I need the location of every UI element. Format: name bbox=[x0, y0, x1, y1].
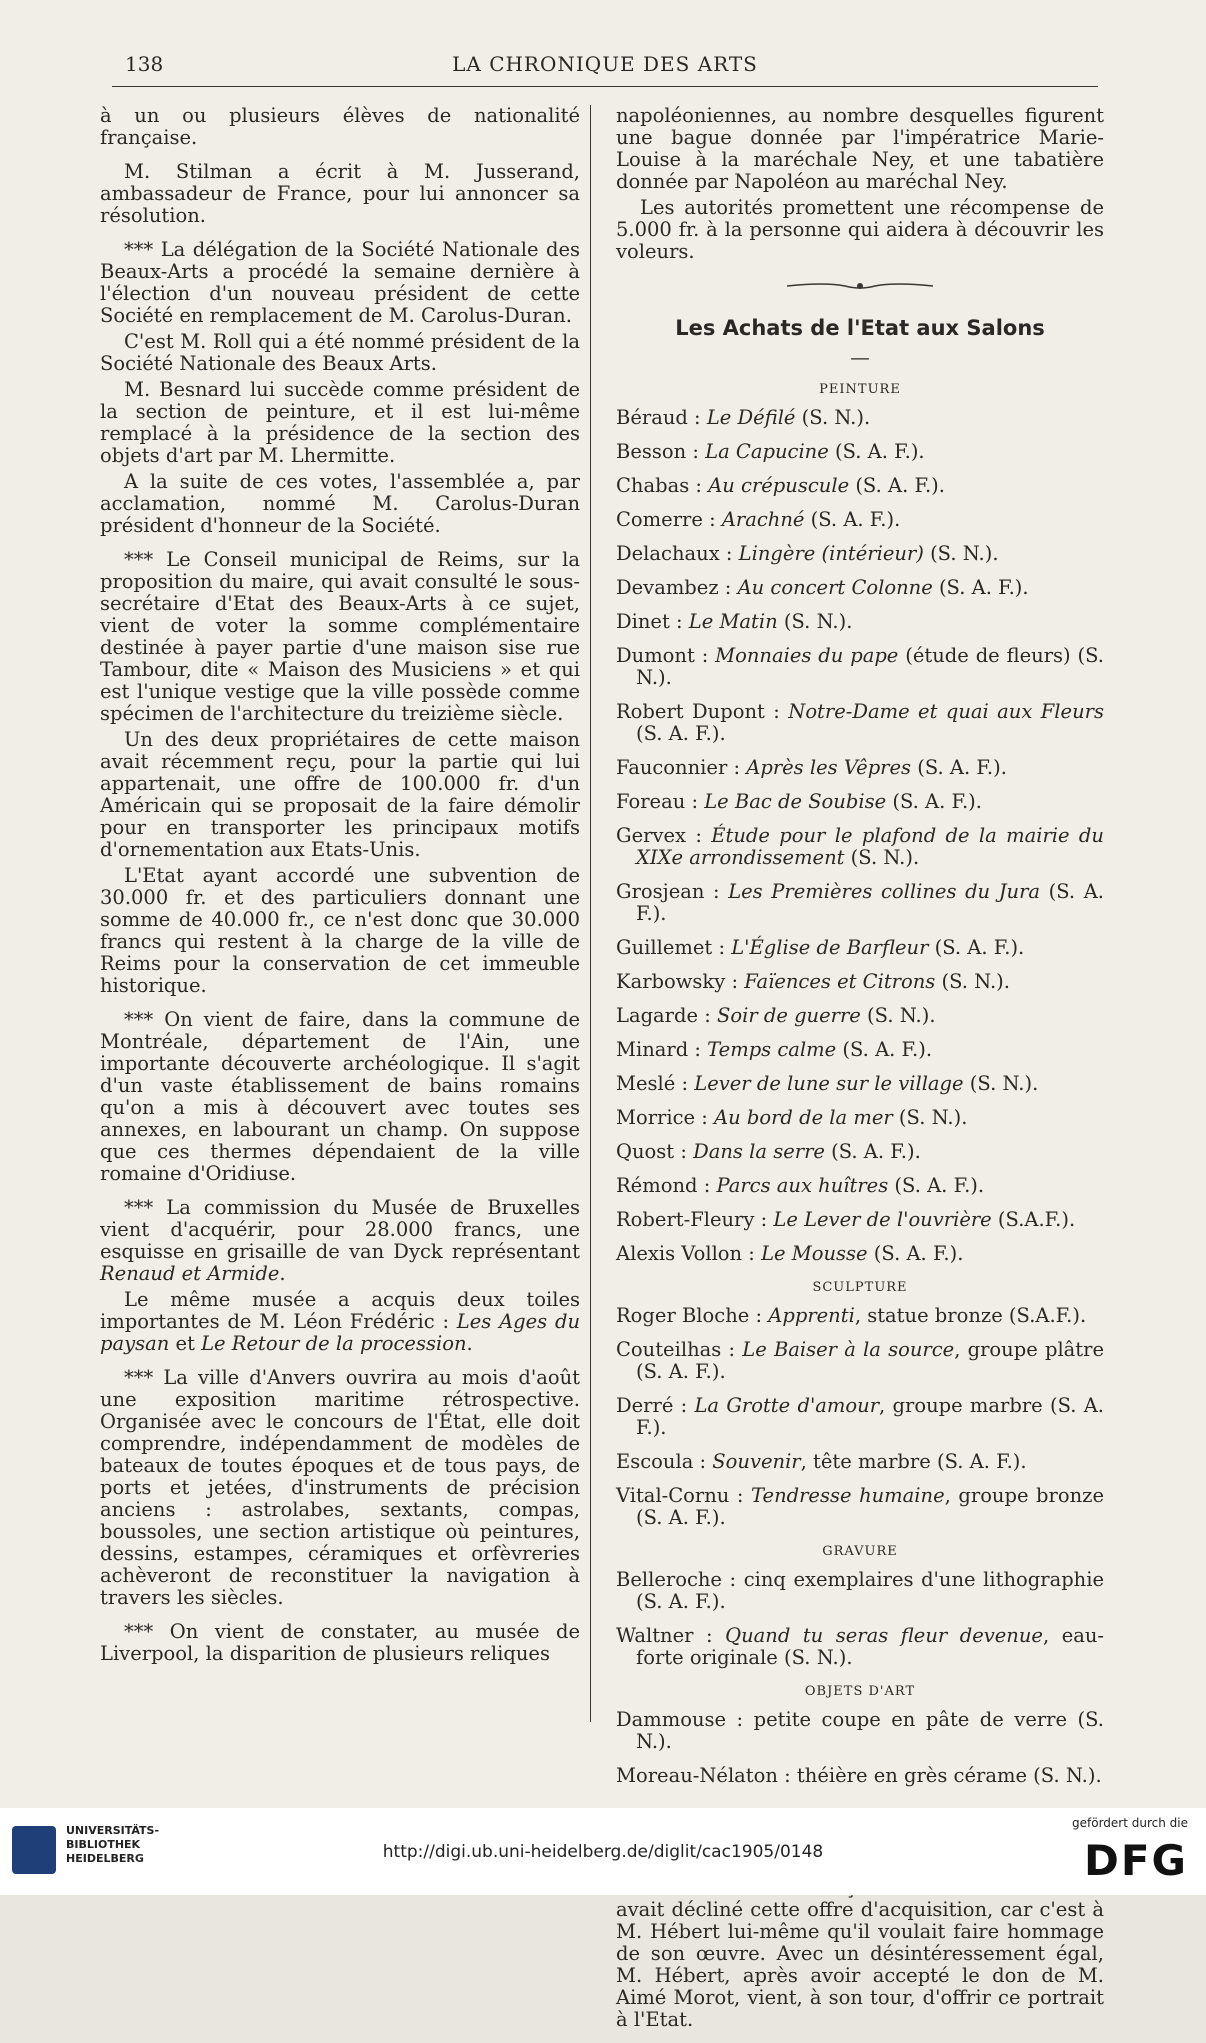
text-run: . bbox=[279, 1262, 286, 1285]
column-rule bbox=[590, 105, 591, 1722]
category-heading: OBJETS D'ART bbox=[804, 1684, 916, 1699]
work-title: Le Mousse bbox=[761, 1242, 868, 1265]
work-title: La Grotte d'amour bbox=[694, 1394, 880, 1417]
artist-name: Morrice : bbox=[616, 1106, 715, 1129]
work-title: La Capucine bbox=[705, 440, 829, 463]
acquisition-entry bbox=[616, 1141, 1104, 1163]
work-details: petite coupe en pâte de verre (S. N.). bbox=[636, 1708, 1104, 1753]
acquisition-entry bbox=[616, 937, 1104, 959]
work-details: (S. N.). bbox=[935, 970, 1010, 993]
work-details: (S. A. F.). bbox=[932, 576, 1029, 599]
work-title: Le Baiser à la source bbox=[742, 1338, 955, 1361]
running-title: LA CHRONIQUE DES ARTS bbox=[452, 52, 758, 76]
work-details: (S. A. F.). bbox=[636, 722, 726, 745]
artist-name: Waltner : bbox=[616, 1624, 726, 1647]
work-details: (S. N.). bbox=[860, 1004, 936, 1027]
work-title: Au bord de la mer bbox=[714, 1106, 893, 1129]
artist-name: Foreau : bbox=[616, 790, 705, 813]
artist-name: Minard : bbox=[616, 1038, 708, 1061]
paragraph: *** La ville d'Anvers ouvrira au mois d'août une exposition maritime rétrospective. Organisée avec le concours de l'État, elle doit comprendre, indépendamment de modèles de bateaux de toutes époques et de tous pays, de ports et jetées, d'instruments de précision anciens : astrolabes, sextants, compas, boussoles, une section artistique où peintures, dessins, estampes, céramiques et orfèvreries achèveront de reconstituer la navigation à travers les siècles. bbox=[100, 1366, 580, 1609]
work-title: Dans la serre bbox=[693, 1140, 825, 1163]
work-title: Lever de lune sur le village bbox=[694, 1072, 964, 1095]
work-title: Le Lever de l'ouvrière bbox=[773, 1208, 992, 1231]
paragraph: A la suite de ces votes, l'assemblée a, par acclamation, nommé M. Carolus-Duran président d'honneur de la Société. bbox=[100, 470, 580, 537]
work-title: Parcs aux huîtres bbox=[716, 1174, 889, 1197]
work-title: Après les Vêpres bbox=[746, 756, 912, 779]
artwork-title: Les Ages du paysan bbox=[100, 1310, 581, 1355]
work-title: Arachné bbox=[721, 508, 805, 531]
work-details: (S. A. F.). bbox=[888, 1174, 985, 1197]
left-column bbox=[100, 105, 580, 1677]
sculpture-list bbox=[616, 1305, 1104, 1529]
paragraph: *** On vient de faire, dans la commune de Montréale, département de l'Ain, une importante découverte archéologique. Il s'agit d'un vaste établissement de bains romains qu'on a mis à découvert avec toutes ses annexes, en labourant un champ. On suppose que ces thermes dépendaient de la ville romaine d'Oridiuse. bbox=[100, 1008, 580, 1185]
work-title: Faïences et Citrons bbox=[744, 970, 936, 993]
acquisition-entry bbox=[616, 791, 1104, 813]
work-title: Soir de guerre bbox=[717, 1004, 861, 1027]
artist-name: Fauconnier : bbox=[616, 756, 747, 779]
paragraph: *** Le Conseil municipal de Reims, sur la proposition du maire, qui avait consulté le sous-secrétaire d'Etat des Beaux-Arts à ce sujet, vient de voter la somme complémentaire destinée à payer partie d'une maison sise rue Tambour, dite « Maison des Musiciens » et qui est l'unique vestige que la ville possède comme spécimen de l'architecture du treizième siècle. bbox=[100, 548, 580, 725]
artist-name: Chabas : bbox=[616, 474, 709, 497]
text-run: et bbox=[169, 1332, 202, 1355]
work-details: (S. N.). bbox=[777, 610, 853, 633]
page-number: 138 bbox=[125, 52, 164, 76]
paragraph: M. Stilman a écrit à M. Jusserand, ambassadeur de France, pour lui annoncer sa résolution. bbox=[100, 160, 580, 227]
text-run: . bbox=[466, 1332, 473, 1355]
paragraph: avait décliné cette offre d'acquisition, car c'est à M. Hébert lui-même qu'il voulait faire hommage de son œuvre. Avec un désintéressement égal, M. Hébert, après avoir accepté le don de M. Aimé Morot, vient, à son tour, d'offrir ce portrait à l'Etat. bbox=[616, 1898, 1104, 2031]
artist-name: Rémond : bbox=[616, 1174, 717, 1197]
work-title: L'Église de Barfleur bbox=[731, 936, 929, 959]
artist-name: Grosjean : bbox=[616, 880, 729, 903]
acquisition-entry bbox=[616, 1073, 1104, 1095]
work-title: Au crépuscule bbox=[708, 474, 850, 497]
work-details: , groupe plâtre (S. A. F.). bbox=[636, 1338, 1105, 1383]
artist-name: Robert-Fleury : bbox=[616, 1208, 774, 1231]
work-title: Étude pour le plafond de la mairie du XIXe arrondissement bbox=[636, 824, 1104, 869]
work-details: (S. A. F.). bbox=[836, 1038, 933, 1061]
work-details: (S. N.). bbox=[923, 542, 999, 565]
paragraph: L'Etat ayant accordé une subvention de 30.000 fr. et des particuliers donnant une somme de 40.000 fr., ce n'est donc que 30.000 francs qui restent à la charge de la ville de Reims pour la conservation de cet immeuble historique. bbox=[100, 864, 580, 997]
work-details: cinq exemplaires d'une lithographie (S. A. F.). bbox=[636, 1568, 1105, 1613]
work-title: Notre-Dame et quai aux Fleurs bbox=[788, 700, 1104, 723]
work-details: (S. A. F.). bbox=[849, 474, 945, 497]
work-details: (S. A. F.). bbox=[828, 440, 925, 463]
work-title: Au concert Colonne bbox=[737, 576, 933, 599]
acquisition-entry bbox=[616, 543, 1104, 565]
work-details: , statue bronze (S.A.F.). bbox=[854, 1304, 1087, 1327]
paragraph: *** On vient de constater, au musée de Liverpool, la disparition de plusieurs reliques bbox=[100, 1620, 580, 1665]
acquisition-entry bbox=[616, 1005, 1104, 1027]
flourish-icon bbox=[785, 280, 935, 292]
paragraph: M. Besnard lui succède comme président de la section de peinture, et il est lui-même remplacé à la présidence de la section des objets d'art par M. Lhermitte. bbox=[100, 378, 580, 467]
work-details: (S. A. F.). bbox=[928, 936, 1025, 959]
acquisition-entry bbox=[616, 475, 1104, 497]
work-title: Quand tu seras fleur devenue bbox=[725, 1624, 1043, 1647]
source-url[interactable]: http://digi.ub.uni-heidelberg.de/diglit/cac1905/0148 bbox=[382, 1842, 824, 1862]
acquisition-entry bbox=[616, 1107, 1104, 1129]
category-heading: PEINTURE bbox=[819, 382, 901, 397]
acquisition-entry bbox=[616, 1569, 1104, 1613]
acquisition-entry bbox=[616, 1485, 1104, 1529]
category-heading: GRAVURE bbox=[822, 1544, 898, 1559]
work-details: (S. N.). bbox=[963, 1072, 1039, 1095]
work-details: (S. A. F.). bbox=[804, 508, 901, 531]
work-title: Souvenir bbox=[712, 1450, 801, 1473]
acquisition-entry bbox=[616, 577, 1104, 599]
dfg-logo: DFG bbox=[1083, 1836, 1188, 1885]
acquisition-entry bbox=[616, 1209, 1104, 1231]
artist-name: Lagarde : bbox=[616, 1004, 717, 1027]
work-details: , eau-forte originale (S. N.). bbox=[636, 1624, 1105, 1669]
artist-name: Comerre : bbox=[616, 508, 722, 531]
work-details: (S. N.). bbox=[795, 406, 871, 429]
acquisition-entry bbox=[616, 1039, 1104, 1061]
text-run: *** La commission du Musée de Bruxelles vient d'acquérir, pour 28.000 francs, une esquisse en grisaille de van Dyck représentant bbox=[100, 1196, 580, 1263]
acquisition-entry bbox=[616, 407, 1104, 429]
digitization-footer bbox=[0, 1808, 1206, 1895]
acquisition-entry bbox=[616, 825, 1104, 869]
work-title: Temps calme bbox=[707, 1038, 837, 1061]
peinture-list bbox=[616, 407, 1104, 1265]
work-title: Les Premières collines du Jura bbox=[728, 880, 1041, 903]
acquisition-entry bbox=[616, 971, 1104, 993]
objets-list bbox=[616, 1709, 1104, 1787]
artist-name: Derré : bbox=[616, 1394, 695, 1417]
acquisition-entry bbox=[616, 441, 1104, 463]
acquisition-entry bbox=[616, 1339, 1104, 1383]
work-title: Lingère (intérieur) bbox=[738, 542, 924, 565]
artwork-title: Le Retour de la procession bbox=[201, 1332, 467, 1355]
artist-name: Belleroche : bbox=[616, 1568, 744, 1591]
artist-name: Quost : bbox=[616, 1140, 694, 1163]
artist-name: Gervex : bbox=[616, 824, 712, 847]
work-details: (S. A. F.). bbox=[911, 756, 1007, 779]
work-title: Le Matin bbox=[688, 610, 778, 633]
work-details: théière en grès cérame (S. N.). bbox=[796, 1764, 1102, 1787]
work-details: , groupe marbre (S. A. F.). bbox=[636, 1394, 1105, 1439]
paragraph bbox=[100, 1289, 580, 1355]
work-details: (S. N.). bbox=[844, 846, 920, 869]
acquisition-entry bbox=[616, 611, 1104, 633]
acquisition-entry bbox=[616, 1243, 1104, 1265]
paragraph bbox=[100, 1197, 580, 1285]
acquisition-entry bbox=[616, 881, 1104, 925]
acquisition-entry bbox=[616, 645, 1104, 689]
page-header bbox=[105, 52, 1105, 86]
section-title: Les Achats de l'Etat aux Salons bbox=[675, 316, 1045, 340]
library-name-line: BIBLIOTHEK bbox=[66, 1838, 141, 1851]
library-name-line: UNIVERSITÄTS- bbox=[66, 1824, 160, 1837]
artist-name: Guillemet : bbox=[616, 936, 732, 959]
paragraph: *** La délégation de la Société Nationale des Beaux-Arts a procédé la semaine dernière à l'élection d'un nouveau président de cette Société en remplacement de M. Carolus-Duran. bbox=[100, 238, 580, 327]
artist-name: Vital-Cornu : bbox=[616, 1484, 752, 1507]
artist-name: Escoula : bbox=[616, 1450, 713, 1473]
acquisition-entry bbox=[616, 1625, 1104, 1669]
work-details: (S. N.). bbox=[892, 1106, 968, 1129]
section-dash: — bbox=[850, 346, 870, 369]
work-title: Apprenti bbox=[768, 1304, 855, 1327]
artist-name: Meslé : bbox=[616, 1072, 695, 1095]
work-title: Le Bac de Soubise bbox=[704, 790, 887, 813]
acquisition-entry bbox=[616, 1451, 1104, 1473]
paragraph: à un ou plusieurs élèves de nationalité française. bbox=[100, 104, 580, 149]
acquisition-entry bbox=[616, 701, 1104, 745]
text-run: Le même musée a acquis deux toiles importantes de M. Léon Frédéric : bbox=[100, 1288, 580, 1333]
work-details: (S.A.F.). bbox=[991, 1208, 1076, 1231]
ornament-divider bbox=[616, 275, 1104, 297]
right-column bbox=[616, 105, 1104, 2043]
gravure-list bbox=[616, 1569, 1104, 1669]
library-name-line: HEIDELBERG bbox=[66, 1852, 144, 1865]
work-title: Monnaies du pape bbox=[715, 644, 899, 667]
artist-name: Roger Bloche : bbox=[616, 1304, 769, 1327]
artist-name: Dinet : bbox=[616, 610, 689, 633]
header-rule bbox=[112, 86, 1098, 87]
acquisition-entry bbox=[616, 1765, 1104, 1787]
acquisition-entry bbox=[616, 1395, 1104, 1439]
work-details: (S. A. F.). bbox=[886, 790, 982, 813]
work-details: (étude de fleurs) (S. N.). bbox=[636, 644, 1104, 689]
work-details: (S. A. F.). bbox=[636, 880, 1104, 925]
paragraph: C'est M. Roll qui a été nommé président de la Société Nationale des Beaux Arts. bbox=[100, 330, 580, 375]
artist-name: Besson : bbox=[616, 440, 706, 463]
category-heading: SCULPTURE bbox=[812, 1280, 908, 1295]
artist-name: Dammouse : bbox=[616, 1708, 754, 1731]
paragraph: napoléoniennes, au nombre desquelles figurent une bague donnée par l'impératrice Marie-Louise à la maréchale Ney, et une tabatière donnée par Napoléon au maréchal Ney. bbox=[616, 104, 1104, 193]
work-details: (S. A. F.). bbox=[824, 1140, 921, 1163]
work-details: (S. A. F.). bbox=[867, 1242, 964, 1265]
artist-name: Couteilhas : bbox=[616, 1338, 743, 1361]
work-details: , groupe bronze (S. A. F.). bbox=[636, 1484, 1104, 1529]
artist-name: Robert Dupont : bbox=[616, 700, 789, 723]
work-details: , tête marbre (S. A. F.). bbox=[800, 1450, 1027, 1473]
acquisition-entry bbox=[616, 1709, 1104, 1753]
artist-name: Devambez : bbox=[616, 576, 738, 599]
artwork-title: Renaud et Armide bbox=[100, 1262, 280, 1285]
artist-name: Alexis Vollon : bbox=[616, 1242, 762, 1265]
work-title: Tendresse humaine bbox=[751, 1484, 945, 1507]
artist-name: Karbowsky : bbox=[616, 970, 745, 993]
paragraph: Un des deux propriétaires de cette maison avait récemment reçu, pour la partie qui lui appartenait, une offre de 100.000 fr. d'un Américain qui se proposait de la faire démolir pour en transporter les principaux motifs d'ornementation aux Etats-Unis. bbox=[100, 728, 580, 861]
acquisition-entry bbox=[616, 509, 1104, 531]
acquisition-entry bbox=[616, 1305, 1104, 1327]
acquisition-entry bbox=[616, 757, 1104, 779]
paragraph: Les autorités promettent une récompense de 5.000 fr. à la personne qui aidera à découvrir les voleurs. bbox=[616, 196, 1104, 263]
work-title: Le Défilé bbox=[706, 406, 796, 429]
artist-name: Moreau-Nélaton : bbox=[616, 1764, 797, 1787]
artist-name: Delachaux : bbox=[616, 542, 739, 565]
artist-name: Béraud : bbox=[616, 406, 707, 429]
artist-name: Dumont : bbox=[616, 644, 716, 667]
funded-by-text: gefördert durch die bbox=[1072, 1816, 1188, 1830]
acquisition-entry bbox=[616, 1175, 1104, 1197]
